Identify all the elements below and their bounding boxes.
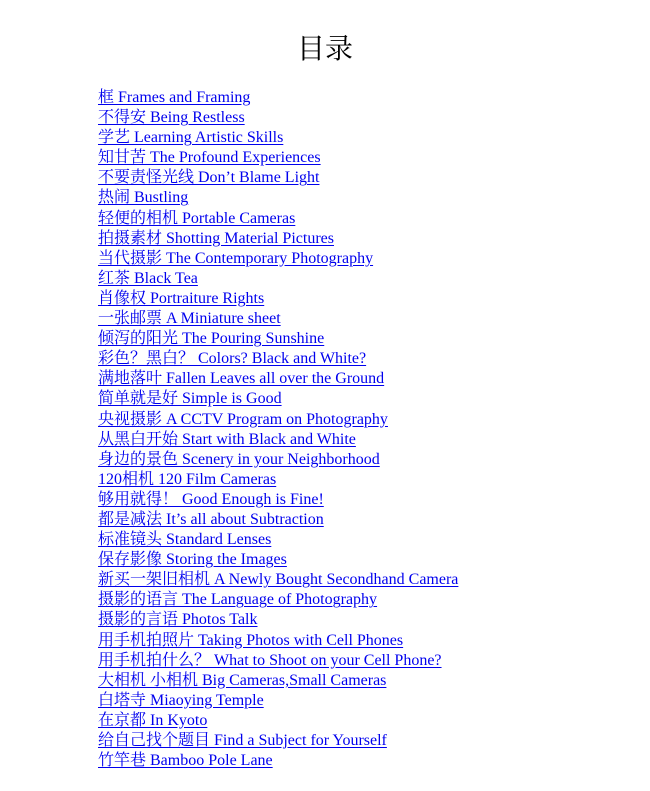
table-of-contents xyxy=(98,87,458,770)
list-item xyxy=(98,127,458,147)
toc-link[interactable]: 热闹 Bustling xyxy=(98,189,189,207)
list-item xyxy=(98,449,458,469)
toc-link[interactable]: 新买一架旧相机 A Newly Bought Secondhand Camera xyxy=(98,571,459,589)
toc-link[interactable]: 用手机拍什么？ What to Shoot on your Cell Phone? xyxy=(98,651,442,669)
list-item xyxy=(98,509,458,529)
list-item xyxy=(98,650,458,670)
list-item xyxy=(98,589,458,609)
list-item xyxy=(98,268,458,288)
toc-link[interactable]: 倾泻的阳光 The Pouring Sunshine xyxy=(98,330,325,348)
toc-link[interactable]: 摄影的语言 The Language of Photography xyxy=(98,591,378,609)
toc-link[interactable]: 知甘苦 The Profound Experiences xyxy=(98,149,321,167)
page-title: 目录 xyxy=(296,32,353,65)
list-item xyxy=(98,308,458,328)
list-item xyxy=(98,388,458,408)
toc-link[interactable]: 简单就是好 Simple is Good xyxy=(98,390,282,408)
list-item xyxy=(98,248,458,268)
list-item xyxy=(98,549,458,569)
list-item xyxy=(98,429,458,449)
toc-link[interactable]: 框 Frames and Framing xyxy=(98,89,251,106)
toc-link[interactable]: 竹竿巷 Bamboo Pole Lane xyxy=(98,752,273,770)
list-item xyxy=(98,348,458,368)
list-item xyxy=(98,228,458,248)
list-item xyxy=(98,288,458,308)
list-item xyxy=(98,609,458,629)
list-item xyxy=(98,328,458,348)
toc-link[interactable]: 从黑白开始 Start with Black and White xyxy=(98,430,356,448)
toc-link[interactable]: 白塔寺 Miaoying Temple xyxy=(98,691,264,709)
toc-link[interactable]: 不得安 Being Restless xyxy=(98,109,245,127)
list-item xyxy=(98,208,458,228)
list-item xyxy=(98,107,458,127)
list-item xyxy=(98,710,458,730)
toc-link[interactable]: 用手机拍照片 Taking Photos with Cell Phones xyxy=(98,631,404,649)
toc-link[interactable]: 120相机 120 Film Cameras xyxy=(98,470,277,488)
toc-link[interactable]: 不要责怪光线 Don’t Blame Light xyxy=(98,169,320,187)
toc-link[interactable]: 肖像权 Portraiture Rights xyxy=(98,289,265,307)
list-item xyxy=(98,750,458,770)
list-item xyxy=(98,730,458,750)
toc-link[interactable]: 够用就得！ Good Enough is Fine! xyxy=(98,490,324,508)
list-item xyxy=(98,469,458,489)
list-item xyxy=(98,187,458,207)
toc-link[interactable]: 央视摄影 A CCTV Program on Photography xyxy=(98,410,388,428)
list-item xyxy=(98,630,458,650)
toc-link[interactable]: 学艺 Learning Artistic Skills xyxy=(98,129,284,147)
list-item xyxy=(98,368,458,388)
list-item xyxy=(98,167,458,187)
list-item xyxy=(98,529,458,549)
toc-link[interactable]: 给自己找个题目 Find a Subject for Yourself xyxy=(98,732,387,749)
toc-link[interactable]: 大相机 小相机 Big Cameras,Small Cameras xyxy=(98,671,387,689)
toc-link[interactable]: 一张邮票 A Miniature sheet xyxy=(98,310,281,328)
toc-link[interactable]: 身边的景色 Scenery in your Neighborhood xyxy=(98,450,380,468)
toc-link[interactable]: 标准镜头 Standard Lenses xyxy=(98,531,272,549)
toc-link[interactable]: 当代摄影 The Contemporary Photography xyxy=(98,249,374,267)
list-item xyxy=(98,670,458,690)
toc-link[interactable]: 都是减法 It’s all about Subtraction xyxy=(98,510,324,528)
list-item xyxy=(98,569,458,589)
toc-link[interactable]: 彩色？黑白？ Colors? Black and White? xyxy=(98,350,367,368)
list-item xyxy=(98,87,458,107)
toc-link[interactable]: 红茶 Black Tea xyxy=(98,269,198,287)
toc-link[interactable]: 摄影的言语 Photos Talk xyxy=(98,611,258,629)
toc-link[interactable]: 轻便的相机 Portable Cameras xyxy=(98,209,296,227)
toc-link[interactable]: 在京都 In Kyoto xyxy=(98,711,208,729)
list-item xyxy=(98,690,458,710)
toc-link[interactable]: 保存影像 Storing the Images xyxy=(98,551,287,569)
toc-link[interactable]: 满地落叶 Fallen Leaves all over the Ground xyxy=(98,370,385,388)
list-item xyxy=(98,489,458,509)
list-item xyxy=(98,409,458,429)
toc-link[interactable]: 拍摄素材 Shotting Material Pictures xyxy=(98,229,334,247)
list-item xyxy=(98,147,458,167)
